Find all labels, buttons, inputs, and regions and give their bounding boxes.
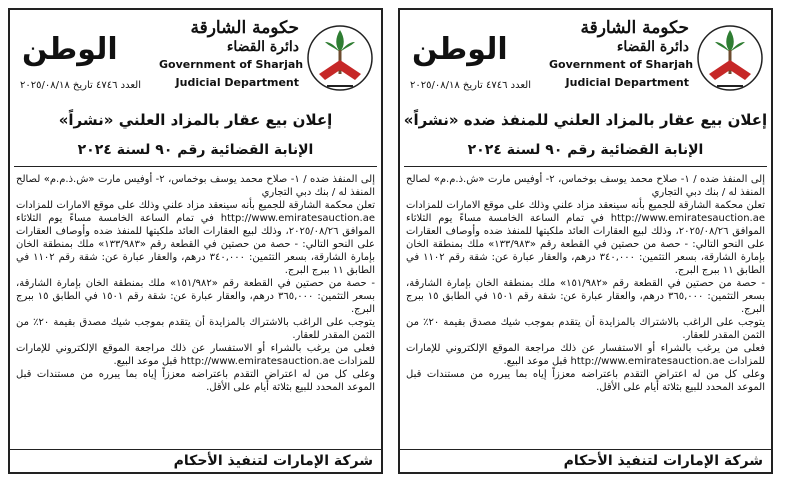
paragraph: إلى المنفذ ضده / ١- صلاح محمد يوسف بوخماس، ٢- أوفيس مارت «ش.ذ.م.م» لصالح المنفذ له / بنك دبي التجاري — [406, 174, 765, 198]
notice-title: إعلان بيع عقار بالمزاد العلني للمنفذ ضده «نشراً» — [403, 111, 768, 129]
notice-subtitle: الإنابة القضائية رقم ٩٠ لسنة ٢٠٢٤ — [467, 142, 704, 158]
notice-panel-left — [8, 8, 383, 474]
dept-ar-text: دائرة القضاء — [226, 39, 299, 55]
paragraph: يتوجب على الراغب بالاشتراك بالمزايدة أن يتقدم بموجب شيك مصدق بقيمة ٢٠٪ من الثمن المقدر للعقار. — [16, 317, 375, 341]
dept-ar-text: دائرة القضاء — [616, 39, 689, 55]
dept-en-text: Judicial Department — [175, 76, 299, 89]
notice-body — [400, 167, 771, 394]
notice-subtitle: الإنابة القضائية رقم ٩٠ لسنة ٢٠٢٤ — [77, 142, 314, 158]
government-block — [159, 18, 304, 90]
gov-ar-text: حكومة الشارقة — [580, 18, 689, 38]
paragraph: - حصة من حصتين في القطعة رقم «١٥١/٩٨٢» ملك بمنطقة الخان بإمارة الشارقة، بسعر التثمين: ٣٦٥,٠٠٠ درهم، والعقار عبارة عن: شقة رقم ١٥٠١ في الطابق ١٥ ببرج البرج. — [16, 278, 376, 315]
company-footer: شركة الإمارات لتنفيذ الأحكام — [400, 449, 771, 472]
paragraph: - حصة من حصتين في القطعة رقم «١٥١/٩٨٢» ملك بمنطقة الخان بإمارة الشارقة، بسعر التثمين: ٣٦٥,٠٠٠ درهم، والعقار عبارة عن: شقة رقم ١٥٠١ في الطابق ١٥ ببرج البرج. — [406, 278, 766, 315]
issue-line: العدد ٤٧٤٦ تاريخ ٢٠٢٥/٠٨/١٨ — [410, 80, 531, 91]
gov-ar-text: حكومة الشارقة — [190, 18, 299, 38]
newspaper-logo: الوطن — [412, 32, 508, 67]
sharjah-emblem-icon — [305, 16, 375, 100]
masthead — [10, 10, 381, 108]
paragraph: وعلى كل من له اعتراض التقدم باعتراضه معززاً إياه بما يبرره من مستندات قبل الموعد المحدد للبيع بثلاثة أيام على الأقل. — [16, 369, 375, 393]
gov-en-text: Government of Sharjah — [159, 58, 304, 71]
company-footer: شركة الإمارات لتنفيذ الأحكام — [10, 449, 381, 472]
paragraph: يتوجب على الراغب بالاشتراك بالمزايدة أن يتقدم بموجب شيك مصدق بقيمة ٢٠٪ من الثمن المقدر للعقار. — [406, 317, 765, 341]
notice-body — [10, 167, 381, 394]
government-block — [549, 18, 694, 90]
paragraph: وعلى كل من له اعتراض التقدم باعتراضه معززاً إياه بما يبرره من مستندات قبل الموعد المحدد للبيع بثلاثة أيام على الأقل. — [406, 369, 765, 393]
issue-line: العدد ٤٧٤٦ تاريخ ٢٠٢٥/٠٨/١٨ — [20, 80, 141, 91]
gov-en-text: Government of Sharjah — [549, 58, 694, 71]
notice-title: إعلان بيع عقار بالمزاد العلني «نشراً» — [58, 111, 333, 129]
notice-panel-right — [398, 8, 773, 474]
masthead — [400, 10, 771, 108]
paragraph: تعلن محكمة الشارقة للجميع بأنه سينعقد مزاد علني وذلك على موقع الامارات للمزادات http://www.emiratesauction.ae في تمام الساعة الخامسة مساءً يوم الثلاثاء الموافق ٢٠٢٥/٠٨/٢٦، وذلك لبيع العقارات العائد ملكيتها للمنفذ ضده وأوصاف العقارات على النحو التالي: - حصة من حصتين في القطعة رقم «١٣٣/٩٨٣» ملك بمنطقة الخان بإمارة الشارقة، بسعر التثمين: ٣٤٠,٠٠٠ درهم، والعقار عبارة عن: شقة رقم ١١٠٢ في الطابق ١١ ببرج البرج. — [406, 200, 766, 276]
paragraph: إلى المنفذ ضده / ١- صلاح محمد يوسف بوخماس، ٢- أوفيس مارت «ش.ذ.م.م» لصالح المنفذ له / بنك دبي التجاري — [16, 174, 375, 198]
dept-en-text: Judicial Department — [565, 76, 689, 89]
paragraph: تعلن محكمة الشارقة للجميع بأنه سينعقد مزاد علني وذلك على موقع الامارات للمزادات http://www.emiratesauction.ae في تمام الساعة الخامسة مساءً يوم الثلاثاء الموافق ٢٠٢٥/٠٨/٢٦، وذلك لبيع العقارات العائد ملكيتها للمنفذ ضده وأوصاف العقارات على النحو التالي: - حصة من حصتين في القطعة رقم «١٣٣/٩٨٣» ملك بمنطقة الخان بإمارة الشارقة، بسعر التثمين: ٣٤٠,٠٠٠ درهم، والعقار عبارة عن: شقة رقم ١١٠٢ في الطابق ١١ ببرج البرج. — [16, 200, 376, 276]
paragraph: فعلى من يرغب بالشراء أو الاستفسار عن ذلك مراجعة الموقع الإلكتروني للإمارات للمزادات http://www.emiratesauction.ae قبل موعد البيع. — [406, 343, 765, 367]
sharjah-emblem-icon — [695, 16, 765, 100]
newspaper-logo: الوطن — [22, 32, 118, 67]
paragraph: فعلى من يرغب بالشراء أو الاستفسار عن ذلك مراجعة الموقع الإلكتروني للإمارات للمزادات http://www.emiratesauction.ae قبل موعد البيع. — [16, 343, 375, 367]
